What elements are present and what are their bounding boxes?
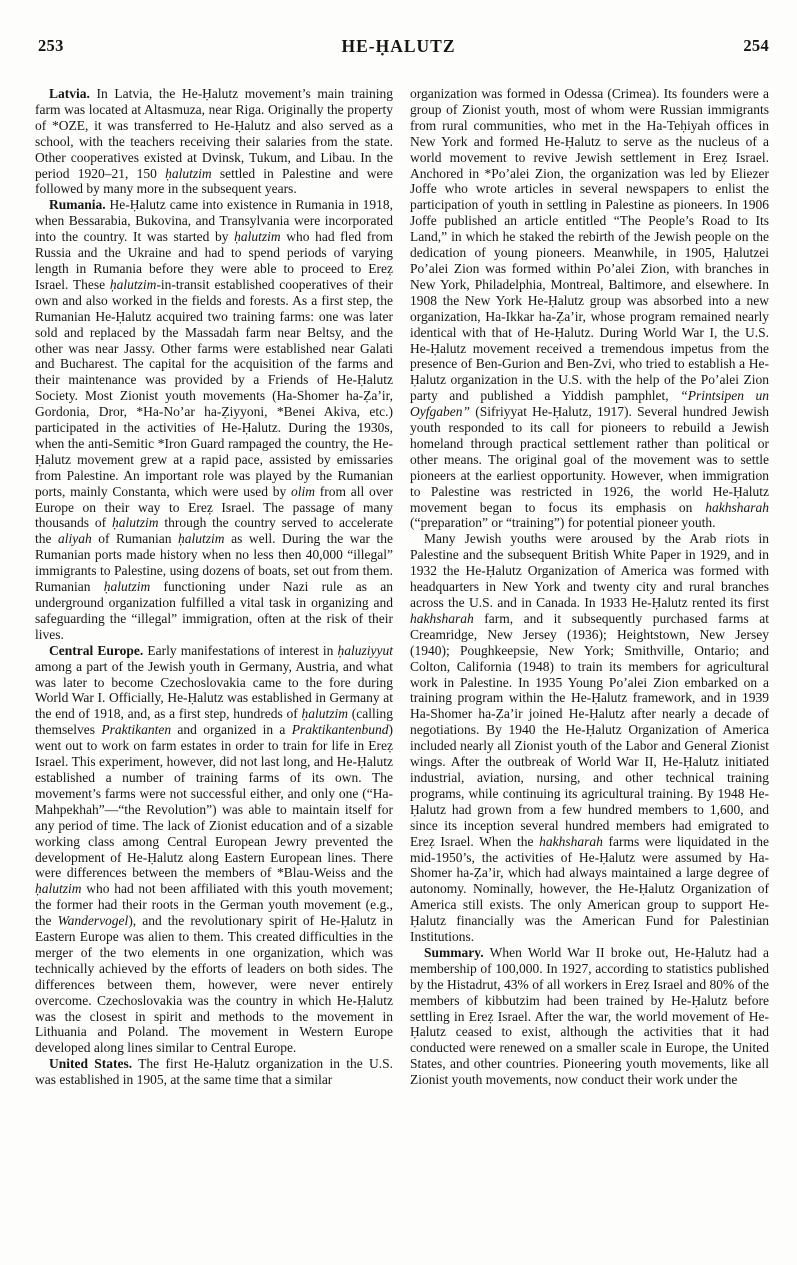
italic-term: ḥalutzim [165,165,212,181]
left-column [35,86,393,1088]
italic-term: ḥalutzim [109,276,157,292]
paragraph [410,86,769,531]
section-lead: Latvia. [49,86,90,101]
italic-term: ḥalutzim [234,229,281,245]
section-lead: United States. [49,1056,133,1072]
text-run: Early manifestations of interest in [143,642,338,658]
text-run: and organized in a [171,722,292,738]
text-run: farms were liquidated in the mid-1950’s, the activities of He-Ḥalutz were assumed by Ha-Shomer ha-Ẓa’ir, which had always maintained a large degree of autonomy. Nominally, however, the He-Ḥalutz Organization of America still exists. The only American group to support He-Ḥalutz financially was the American Fund for Palestinian Institutions. [410,833,769,945]
italic-term: “Printsipen un Oyfgaben” [410,388,769,420]
text-run: When World War II broke out, He-Ḥalutz had a membership of 100,000. In 1927, according to statistics published by the Histadrut, 43% of all workers in Ereẓ Israel and 80% of the members of kibbutzim had been trained by He-Ḥalutz before settling in Ereẓ Israel. After the war, the world movement of He-Ḥalutz ceased to exist, although the activities that it had conducted were renewed on a smaller scale in Europe, the United States, and other countries. Pioneering youth movements, like all Zionist youth movements, now conduct their work under the [410,944,769,1088]
italic-term: ḥaluziyyut [337,642,394,658]
italic-term: Praktikanten [101,722,172,738]
paragraph [35,86,393,197]
italic-term: Praktikantenbund [291,722,389,738]
text-run: Many Jewish youths were aroused by the Arab riots in Palestine and the subsequent British White Paper in 1929, and in 1932 the He-Ḥalutz Organization of America was formed with headquarters in New York and twenty city and rural branches across the U.S. and in Canada. In 1933 He-Ḥalutz rented its first [410,531,769,610]
section-lead: Summary. [424,944,484,960]
paragraph [35,1056,393,1088]
text-run: through the country served to accelerate the [35,515,393,547]
text-run: of Rumanian [91,531,179,547]
text-run: organization was formed in Odessa (Crimea). Its founders were a group of Zionist youth, most of whom were Russian immigrants from rural communities, who met in the Ha-Teḥiyah offices in New York and formed He-Ḥalutz to serve as the nucleus of a world movement to revive Jewish settlement in Ereẓ Israel. Anchored in *Po’alei Zion, the organization was led by Eliezer Joffe who wrote articles in several newspapers to enlist the participation of youth in settling in Palestine as pioneers. In 1906 Joffe published an article entitled “The People’s Road to Its Land,” in which he staked the rebirth of the Jewish people on the dedication of young pioneers. Meanwhile, in 1905, Ḥalutzei Po’alei Zion was formed within Po’alei Zion, with branches in New York, Philadelphia, Montreal, Baltimore, and elsewhere. In 1908 the New York He-Ḥalutz group was absorbed into a new organization, Ha-Ikkar ha-Ẓa’ir, whose program remained nearly identical with that of He-Ḥalutz. During World War I, the U.S. He-Ḥalutz movement received a tremendous impetus from the presence of Ben-Gurion and Ben-Zvi, who tried to establish a He-Ḥalutz organization in the U.S. with the help of the Po’alei Zion party and published a Yiddish pamphlet, [410,86,769,404]
text-run: He-Ḥalutz came into existence in Rumania in 1918, when Bessarabia, Bukovina, and Transylvania were incorporated into the country. It was started by [35,197,393,245]
italic-term: hakhsharah [539,833,603,849]
page-header [0,36,797,60]
section-lead: Rumania. [49,197,106,213]
text-run: functioning under Nazi rule as an underground organization fulfilled a vital task in organizing and safeguarding the “illegal” immigration, often at the risk of their lives. [35,579,393,642]
text-run: ) went out to work on farm estates in order to train for life in Ereẓ Israel. This experiment, however, did not last long, and He-Ḥalutz established a number of training farms of its own. The movement’s farms were not successful either, and only one (“Ha-Mahpekhah”—“the Revolution”) was able to maintain itself for any period of time. The lack of Zionist education and of a sizable working class among Central European Jewry prevented the development of He-Ḥalutz along Eastern European lines. There were differences between the members of *Blau-Weiss and the [35,722,393,881]
text-run: -in-transit established cooperatives of their own and also worked in the fields and forests. As a first step, the Rumanian He-Ḥalutz acquired two training farms: one was later sold and replaced by the Massadah farm near Beltsy, and the other was near Jassy. Other farms were established near Galati and Bucharest. The capital for the acquisition of the farms and their maintenance was provided by a Friends of He-Ḥalutz Society. Most Zionist youth movements (Ha-Shomer ha-Ẓa’ir, Gordonia, Dror, *Ha-No’ar ha-Ẓiyyoni, *Benei Akiva, etc.) participated in the activities of He-Ḥalutz. During the 1930s, when the anti-Semitic *Iron Guard rampaged the country, the He-Ḥalutz movement grew at a rapid pace, assisted by emissaries from Palestine. An important role was played by the Rumanian ports, mainly Constanta, which were used by [35,276,393,499]
paragraph [35,197,393,642]
text-run: The first He-Ḥalutz organization in the U.S. was established in 1905, at the same time that a similar [35,1056,393,1088]
text-run: In Latvia, the He-Ḥalutz movement’s main training farm was located at Altasmuza, near Riga. Originally the property of *OZE, it was transferred to He-Ḥalutz and also served as a school, with the teachers receiving their salaries from the state. Other cooperatives existed at Dvinsk, Tukum, and Libau. In the period 1920–21, 150 [35,86,393,181]
text-run: settled in Palestine and were followed by many more in the subsequent years. [35,165,393,197]
paragraph [410,531,769,945]
paragraph [35,643,393,1057]
text-run: among a part of the Jewish youth in Germany, Austria, and what was later to become Czechoslovakia came to the fore during World War I. Officially, He-Ḥalutz was established in Germany at the end of 1918, and, as a first step, hundreds of [35,658,393,722]
text-columns [0,86,797,1088]
left-page-number: 253 [38,36,64,55]
text-run: farm, and it subsequently purchased farms at Creamridge, New Jersey (1936); Heightstown, New Jersey (1940); Poughkeepsie, New York; Smithville, Ontario; and Colton, California (1948) to train its members for agricultural work in Palestine. In 1935 Young Po’alei Zion embarked on a training program within the He-Ḥalutz framework, and in 1939 Ha-Shomer ha-Ẓa’ir joined He-Ḥalutz after nearly a decade of negotiations. By 1940 the He-Ḥalutz Organization of America included nearly all Zionist youth of the Labor and General Zionist wings. After the outbreak of World War II, He-Ḥalutz initiated industrial, aviation, nursing, and other technical training programs, while continuing its agricultural training. By 1948 He-Ḥalutz had grown from a few hundred members to 1,600, and since its inception several hundred members had emigrated to Ereẓ Israel. When the [410,610,769,849]
text-run: (Sifriyyat He-Ḥalutz, 1917). Several hundred Jewish youth responded to its call for pioneers to rebuild a Jewish homeland through practical settlement rather than political or other means. The original goal of the movement was to settle pioneers at the earliest opportunity. However, when immigration to Palestine was restricted in 1926, the world He-Ḥalutz movement began to focus its emphasis on [410,404,769,515]
italic-term: ḥalutzim [111,515,159,531]
section-lead: Central Europe. [49,642,144,658]
text-run: ), and the revolutionary spirit of He-Ḥalutz in Eastern Europe was alien to them. This created difficulties in the merger of the two elements in one organization, which was technically achieved by the efforts of leaders on both sides. The differences between them, however, were never entirely overcome. Czechoslovakia was the country in which He-Ḥalutz was the closest in spirit and methods to the movement in Lithuania and Poland. The movement in Western Europe developed along lines similar to Central Europe. [35,913,393,1056]
italic-term: hakhsharah [705,499,769,515]
text-run: (calling themselves [35,706,393,738]
italic-term: ḥalutzim [35,881,82,897]
right-column [410,86,769,1088]
italic-term: ḥalutzim [103,579,151,595]
italic-term: Wandervogel [57,913,129,929]
running-title: HE-ḤALUTZ [341,36,456,56]
text-run: who had not been affiliated with this youth movement; the former had their roots in the German youth movement (e.g., the [35,881,393,929]
italic-term: aliyah [58,531,92,547]
text-run: as well. During the war the Rumanian ports made history when no less then 40,000 “illegal” immigrants to Palestine, using dozens of boats, set out from them. Rumanian [35,531,393,595]
text-run: (“preparation” or “training”) for potential pioneer youth. [410,515,716,531]
italic-term: ḥalutzim [301,706,349,722]
text-run: from all over Europe on their way to Ereẓ Israel. The passage of many thousands of [35,483,393,531]
right-page-number: 254 [743,36,769,55]
text-run: who had fled from Russia and the Ukraine and had to spend periods of varying length in Rumania before they were able to proceed to Ereẓ Israel. These [35,229,393,292]
italic-term: ḥalutzim [178,531,225,547]
paragraph [410,945,769,1088]
italic-term: olim [290,483,315,499]
italic-term: hakhsharah [410,610,474,626]
